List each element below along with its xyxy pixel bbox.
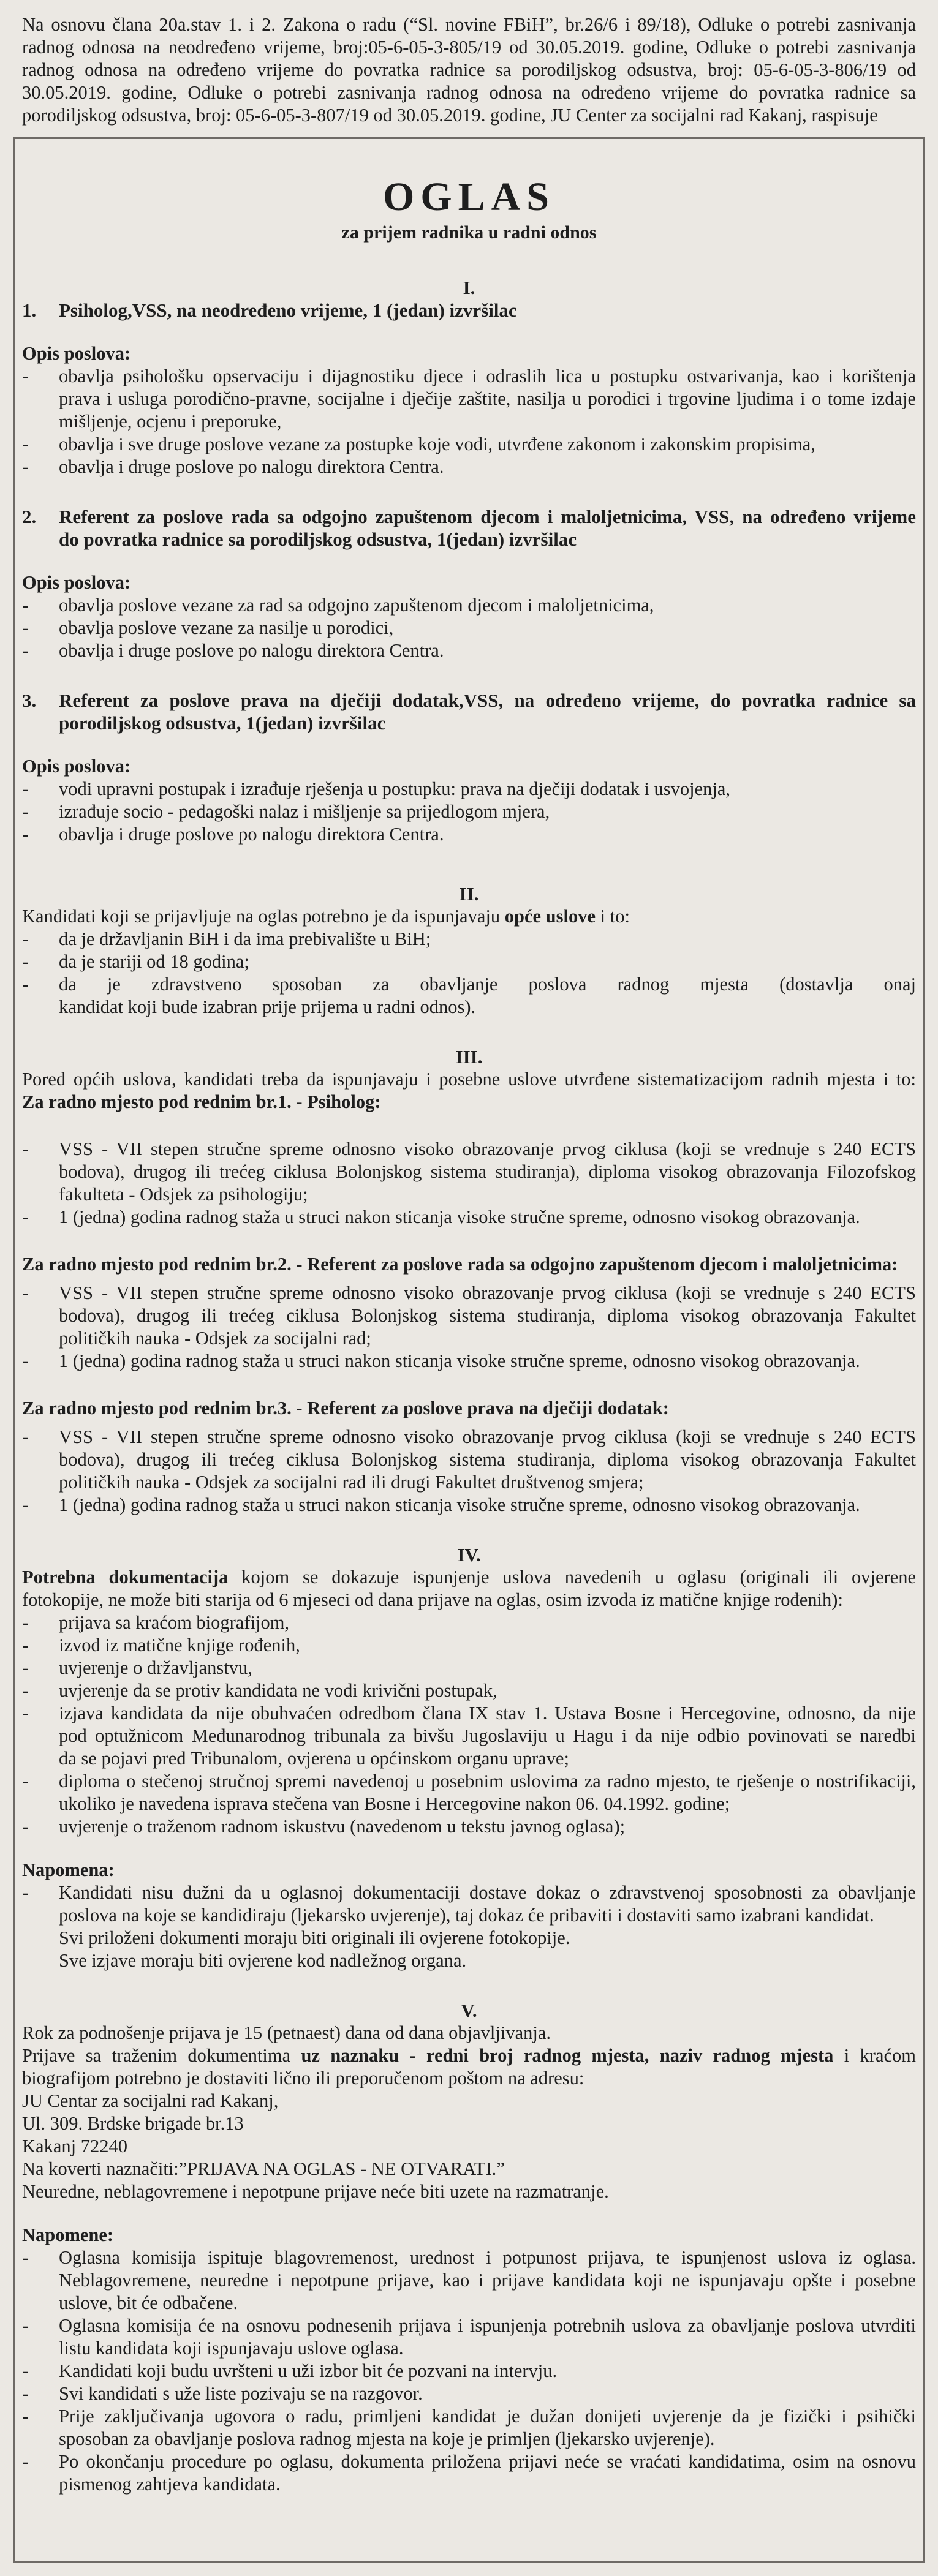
item-line: da je stariji od 18 godina; bbox=[59, 951, 249, 972]
address-line: Kakanj 72240 bbox=[22, 2136, 127, 2156]
section-numeral: V. bbox=[461, 2000, 477, 2021]
dash-bullet: - bbox=[22, 1816, 29, 1837]
item-line: bodova), drugog ili trećeg ciklusa Bolonjskog sistema studiranja, diploma visokog obrazovanja Fakultet bbox=[59, 1449, 916, 1470]
dash-bullet: - bbox=[22, 640, 29, 661]
job-description-heading: Opis poslova: bbox=[22, 572, 131, 593]
intro-paragraph bbox=[22, 13, 916, 127]
submission-text-cont: biografijom potrebno je dostaviti lično ili preporučenom poštom na adresu: bbox=[22, 2068, 584, 2088]
item-line: da je državljanin BiH i da ima prebivalište u BiH; bbox=[59, 928, 431, 949]
item-line: bodova), drugog ili trećeg ciklusa Bolonjskog sistema studiranja, diploma visokog obrazovanja Fakultet bbox=[59, 1305, 916, 1326]
item-line: obavlja i druge poslove po nalogu direktora Centra. bbox=[59, 824, 444, 845]
documentation-lead: Potrebna dokumentacija kojom se dokazuje ispunjenje uslova navedenih u oglasu (originali ili ovjerene bbox=[22, 1567, 916, 1587]
dash-bullet: - bbox=[22, 1350, 29, 1371]
item-line: Po okončanju procedure po oglasu, dokumenta priložena prijavi neće se vraćati kandidatima, osim na osnovu bbox=[59, 2451, 916, 2472]
dash-bullet: - bbox=[22, 617, 29, 638]
section-numeral: I. bbox=[463, 277, 475, 298]
job-description-heading: Opis poslova: bbox=[22, 343, 131, 364]
note-heading: Napomena: bbox=[22, 1859, 115, 1880]
address-line: Ul. 309. Brdske brigade br.13 bbox=[22, 2113, 244, 2134]
item-line: Svi priloženi dokumenti moraju biti originali ili ovjerene fotokopije. bbox=[59, 1927, 570, 1948]
position-title-line: Referent za poslove rada sa odgojno zapuštenom djecom i maloljetnicima, VSS, na određeno vrijeme bbox=[59, 506, 916, 527]
dash-bullet: - bbox=[22, 778, 29, 799]
item-line: uvjerenje da se protiv kandidata ne vodi krivični postupak, bbox=[59, 1680, 497, 1701]
dash-bullet: - bbox=[22, 1635, 29, 1655]
position-number: 2. bbox=[22, 506, 37, 527]
position-title-line: do povratka radnice sa porodiljskog odsustva, 1(jedan) izvršilac bbox=[59, 529, 577, 550]
item-line: izjava kandidata da nije obuhvaćen odredbom člana IX stav 1. Ustava Bosne i Hercegovine, odnosno, da nije bbox=[59, 1703, 916, 1723]
item-line: Oglasna komisija će na osnovu podnesenih prijava i ispunjenja potrebnih uslova za obavljanje poslova utvrditi bbox=[59, 2315, 916, 2336]
item-line: uvjerenje o državljanstvu, bbox=[59, 1657, 252, 1678]
item-line: Prije zaključivanja ugovora o radu, primljeni kandidat je dužan donijeti uvjerenje da je fizički i psihički bbox=[59, 2406, 916, 2427]
special-condition-heading: Za radno mjesto pod rednim br.1. - Psiholog: bbox=[22, 1091, 381, 1112]
dash-bullet: - bbox=[22, 801, 29, 822]
item-line: Oglasna komisija ispituje blagovremenost, urednost i potpunost prijava, te ispunjenost uslova iz oglasa. bbox=[59, 2247, 916, 2268]
item-line: VSS - VII stepen stručne spreme odnosno visoko obrazovanje prvog ciklusa (koji se vrednuje s 240 ECTS bbox=[59, 1282, 916, 1303]
general-conditions-lead: Kandidati koji se prijavljuje na oglas potrebno je da ispunjavaju opće uslove i to: bbox=[22, 906, 630, 927]
dash-bullet: - bbox=[22, 1680, 29, 1701]
dash-bullet: - bbox=[22, 951, 29, 972]
submission-text: Prijave sa traženim dokumentima uz naznaku - redni broj radnog mjesta, naziv radnog mjesta i kraćom bbox=[22, 2045, 916, 2066]
special-condition-heading: Za radno mjesto pod rednim br.2. - Referent za poslove rada sa odgojno zapuštenom djecom i maloljetnicima: bbox=[22, 1254, 898, 1275]
item-line: listu kandidata koji ispunjavaju uslove oglasa. bbox=[59, 2338, 404, 2359]
dash-bullet: - bbox=[22, 2247, 29, 2268]
item-line: Sve izjave moraju biti ovjerene kod nadležnog organa. bbox=[59, 1950, 467, 1971]
dash-bullet: - bbox=[22, 1882, 29, 1903]
dash-bullet: - bbox=[22, 1657, 29, 1678]
dash-bullet: - bbox=[22, 1612, 29, 1633]
dash-bullet: - bbox=[22, 1771, 29, 1791]
item-line: da se pojavi pred Tribunalom, ovjerena u općinskom organu uprave; bbox=[59, 1748, 569, 1769]
section-numeral: III. bbox=[455, 1046, 483, 1068]
ad-title: OGLAS bbox=[382, 175, 556, 219]
dash-bullet: - bbox=[22, 1139, 29, 1159]
dash-bullet: - bbox=[22, 974, 29, 995]
dash-bullet: - bbox=[22, 928, 29, 949]
item-line: VSS - VII stepen stručne spreme odnosno visoko obrazovanje prvog ciklusa (koji se vrednuje s 240 ECTS bbox=[59, 1139, 916, 1159]
incomplete-note: Neuredne, neblagovremene i nepotpune prijave neće biti uzete na razmatranje. bbox=[22, 2181, 609, 2202]
item-line: pismenog zahtjeva kandidata. bbox=[59, 2474, 281, 2495]
item-line: 1 (jedna) godina radnog staža u struci nakon sticanja visoke stručne spreme, odnosno visokog obrazovanja. bbox=[59, 1350, 860, 1371]
notes-heading: Napomene: bbox=[22, 2224, 114, 2245]
dash-bullet: - bbox=[22, 456, 29, 477]
item-line: Kandidati nisu dužni da u oglasnoj dokumentaciji dostave dokaz o zdravstvenoj sposobnosti za obavljanje bbox=[59, 1882, 916, 1903]
intro-line: radnog odnosa na određeno vrijeme do povratka radnice sa porodiljskog odsustva, broj: 05-6-05-3-806/19 od bbox=[22, 59, 916, 80]
dash-bullet: - bbox=[22, 2315, 29, 2336]
item-line: uslove, bit će odbačene. bbox=[59, 2292, 238, 2313]
item-line: vodi upravni postupak i izrađuje rješenja u postupku: prava na dječiji dodatak i usvojenja, bbox=[59, 778, 731, 799]
dash-bullet: - bbox=[22, 1207, 29, 1227]
intro-line: porodiljskog odsustva, broj: 05-6-05-3-807/19 od 30.05.2019. godine, JU Center za socijalni rad Kakanj, raspisuje bbox=[22, 105, 878, 126]
intro-line: radnog odnosa na neodređeno vrijeme, broj:05-6-05-3-805/19 od 30.05.2019. godine, Odluke o potrebi zasnivanja bbox=[22, 37, 916, 58]
item-line: obavlja psihološku opservaciju i dijagnostiku djece i odraslih lica u postupku ostvarivanja, kao i korištenja bbox=[59, 366, 916, 386]
dash-bullet: - bbox=[22, 595, 29, 616]
item-line: bodova), drugog ili trećeg ciklusa Bolonjskog sistema studiranja), diploma visokog obrazovanja Filozofskog bbox=[59, 1161, 916, 1182]
position-title-line: Psiholog,VSS, na neodređeno vrijeme, 1 (jedan) izvršilac bbox=[59, 299, 517, 321]
item-line: poslova na koje se kandidiraju (ljekarsko uvjerenje), taj dokaz će pribaviti i dostaviti samo izabrani kandidat. bbox=[59, 1905, 874, 1926]
item-line: političkih nauka - Odsjek za socijalni rad; bbox=[59, 1328, 371, 1349]
position-title-line: porodiljskog odsustva, 1(jedan) izvršilac bbox=[59, 712, 386, 734]
dash-bullet: - bbox=[22, 2383, 29, 2404]
item-line: obavlja i sve druge poslove vezane za postupke koje vodi, utvrđene zakonom i zakonskim propisima, bbox=[59, 434, 815, 454]
item-line: ukoliko je navedena isprava stečena van Bosne i Hercegovine nakon 06. 04.1992. godine; bbox=[59, 1793, 730, 1814]
deadline-text: Rok za podnošenje prijava je 15 (petnaest) dana od dana objavljivanja. bbox=[22, 2022, 551, 2043]
item-line: kandidat koji bude izabran prije prijema u radni odnos). bbox=[59, 996, 476, 1017]
position-number: 1. bbox=[22, 299, 37, 321]
dash-bullet: - bbox=[22, 434, 29, 454]
envelope-note: Na koverti naznačiti:”PRIJAVA NA OGLAS - NE OTVARATI.” bbox=[22, 2158, 505, 2179]
ad-subtitle: za prijem radnika u radni odnos bbox=[341, 222, 597, 243]
dash-bullet: - bbox=[22, 1426, 29, 1447]
dash-bullet: - bbox=[22, 1494, 29, 1515]
dash-bullet: - bbox=[22, 2451, 29, 2472]
item-line: 1 (jedna) godina radnog staža u struci nakon sticanja visoke stručne spreme, odnosno visokog obrazovanja. bbox=[59, 1207, 860, 1227]
dash-bullet: - bbox=[22, 2406, 29, 2427]
dash-bullet: - bbox=[22, 824, 29, 845]
item-line: političkih nauka - Odsjek za socijalni rad ili drugi Fakultet društvenog smjera; bbox=[59, 1472, 644, 1493]
item-line: obavlja poslove vezane za rad sa odgojno zapuštenom djecom i maloljetnicima, bbox=[59, 595, 654, 616]
special-conditions-lead: Pored općih uslova, kandidati treba da ispunjavaju i posebne uslove utvrđene sistematizacijom radnih mjesta i to: bbox=[22, 1069, 916, 1090]
job-description-heading: Opis poslova: bbox=[22, 756, 131, 777]
item-line: diploma o stečenoj stručnoj spremi navedenoj u posebnim uslovima za radno mjesto, te rješenje o nostrifikaciji, bbox=[59, 1771, 916, 1791]
dash-bullet: - bbox=[22, 1282, 29, 1303]
item-line: obavlja i druge poslove po nalogu direktora Centra. bbox=[59, 640, 444, 661]
address-line: JU Centar za socijalni rad Kakanj, bbox=[22, 2090, 279, 2111]
item-line: prava i usluga porodično-pravne, socijalne i dječije zaštite, nasilja u porodici i trgovine ljudima i o tome izdaje bbox=[59, 388, 916, 409]
position-title-line: Referent za poslove prava na dječiji dodatak,VSS, na određeno vrijeme, do povratka radnice sa bbox=[59, 690, 916, 711]
item-line: Svi kandidati s uže liste pozivaju se na razgovor. bbox=[59, 2383, 423, 2404]
item-line: mišljenje, ocjenu i preporuke, bbox=[59, 411, 282, 432]
item-line: Neblagovremene, neuredne i nepotpune prijave, kao i prijave kandidata koji ne ispunjavaju opšte i posebne bbox=[59, 2270, 916, 2291]
dash-bullet: - bbox=[22, 1703, 29, 1723]
item-line: obavlja poslove vezane za nasilje u porodici, bbox=[59, 617, 394, 638]
item-line: uvjerenje o traženom radnom iskustvu (navedenom u tekstu javnog oglasa); bbox=[59, 1816, 626, 1837]
item-line: izvod iz matične knjige rođenih, bbox=[59, 1635, 300, 1655]
item-line: da je zdravstveno sposoban za obavljanje poslova radnog mjesta (dostavlja onaj bbox=[59, 974, 916, 995]
position-number: 3. bbox=[22, 690, 37, 711]
item-line: pod optužnicom Međunarodnog tribunala za bivšu Jugoslaviju u Hagu i da nije odbio povinovati se naredbi bbox=[59, 1725, 916, 1746]
item-line: fakulteta - Odsjek za psihologiju; bbox=[59, 1184, 308, 1205]
item-line: prijava sa kraćom biografijom, bbox=[59, 1612, 290, 1633]
dash-bullet: - bbox=[22, 366, 29, 386]
item-line: sposoban za obavljanje poslova radnog mjesta na koje je primljen (ljekarsko uvjerenje). bbox=[59, 2428, 715, 2449]
item-line: obavlja i druge poslove po nalogu direktora Centra. bbox=[59, 456, 444, 477]
special-condition-heading: Za radno mjesto pod rednim br.3. - Referent za poslove prava na dječiji dodatak: bbox=[22, 1398, 669, 1418]
intro-line: Na osnovu člana 20a.stav 1. i 2. Zakona o radu (“Sl. novine FBiH”, br.26/6 i 89/18), Odluke o potrebi zasnivanja bbox=[22, 14, 916, 35]
item-line: 1 (jedna) godina radnog staža u struci nakon sticanja visoke stručne spreme, odnosno visokog obrazovanja. bbox=[59, 1494, 860, 1515]
section-numeral: IV. bbox=[457, 1544, 481, 1565]
item-line: VSS - VII stepen stručne spreme odnosno visoko obrazovanje prvog ciklusa (koji se vrednuje s 240 ECTS bbox=[59, 1426, 916, 1447]
item-line: izrađuje socio - pedagoški nalaz i mišljenje sa prijedlogom mjera, bbox=[59, 801, 550, 822]
intro-line: 30.05.2019. godine, Odluke o potrebi zasnivanja radnog odnosa na određeno vrijeme do povratka radnice sa bbox=[22, 82, 916, 103]
section-numeral: II. bbox=[459, 883, 479, 905]
item-line: Kandidati koji budu uvršteni u uži izbor bit će pozvani na intervju. bbox=[59, 2360, 558, 2381]
ad-border-frame bbox=[13, 137, 925, 2563]
documentation-lead-cont: fotokopije, ne može biti starija od 6 mjeseci od dana prijave na oglas, osim izvoda iz matične knjige rođenih): bbox=[22, 1589, 843, 1610]
dash-bullet: - bbox=[22, 2360, 29, 2381]
